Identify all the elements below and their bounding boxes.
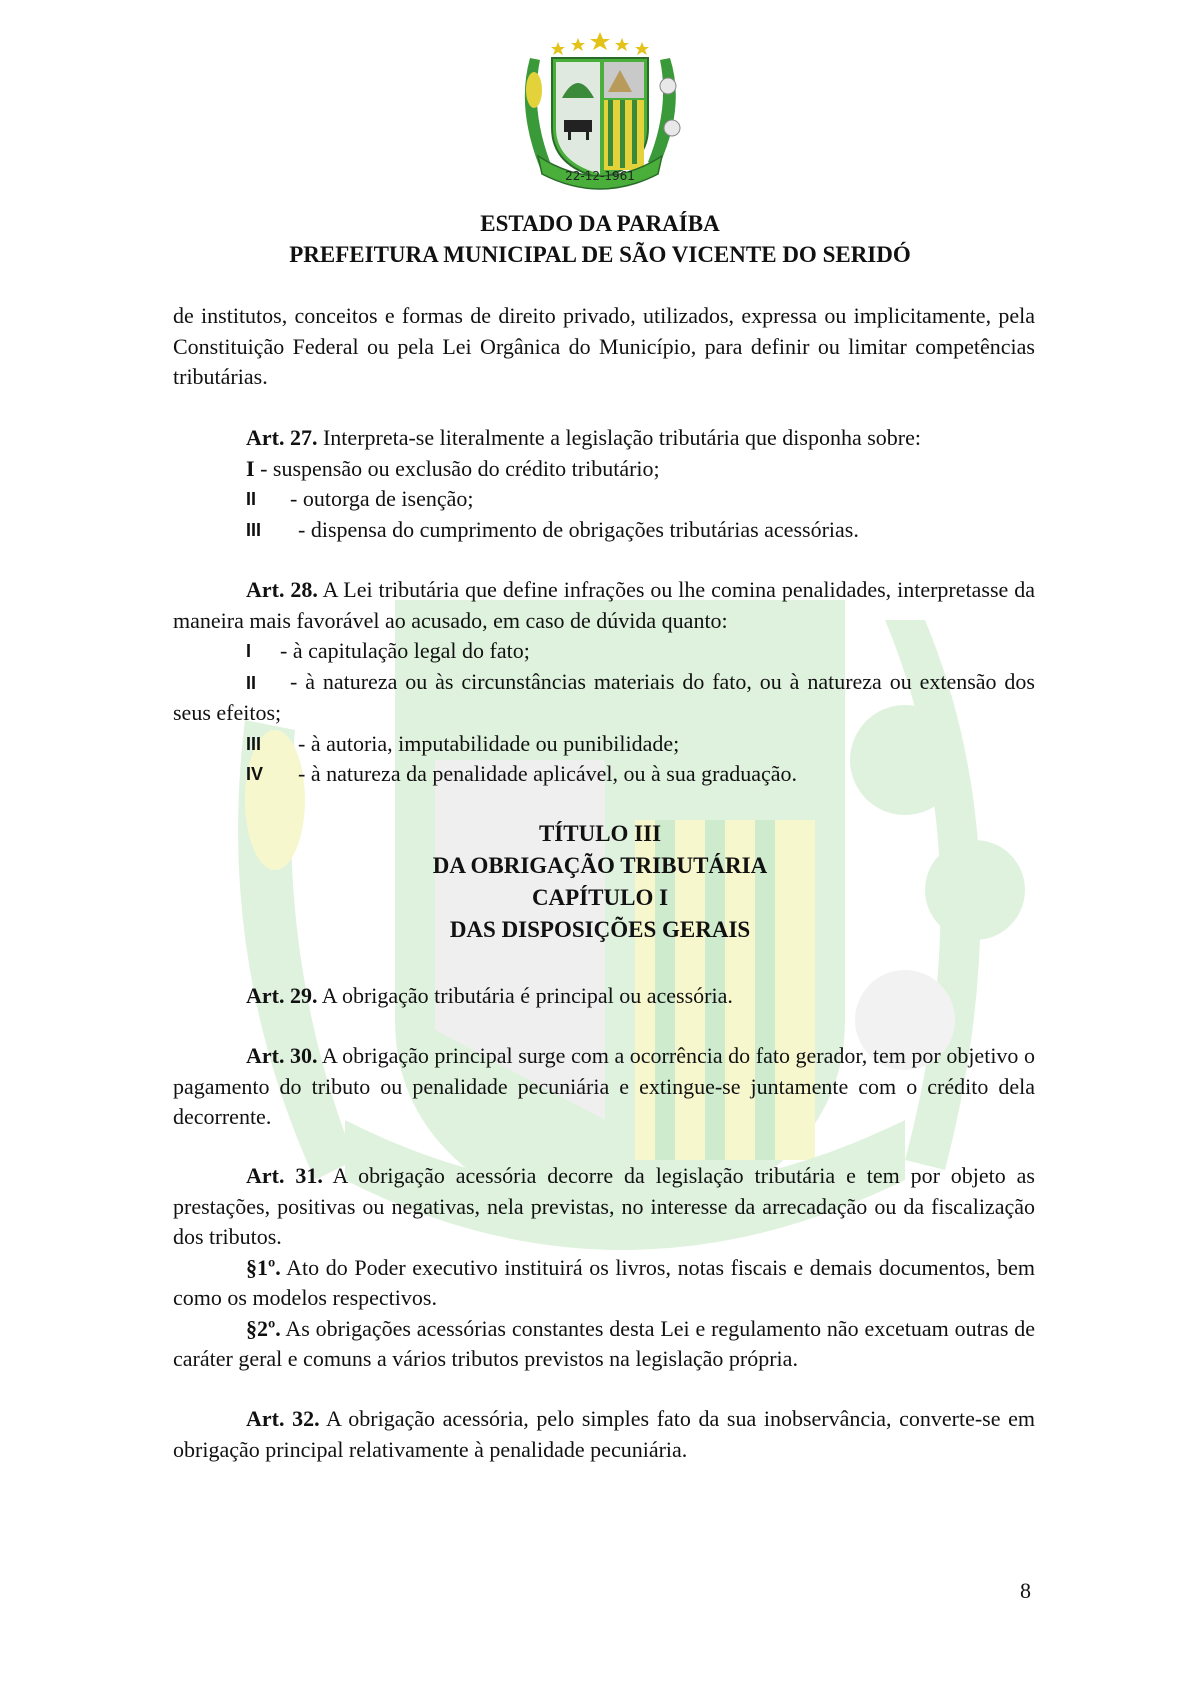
title-name: DA OBRIGAÇÃO TRIBUTÁRIA: [432, 853, 768, 878]
article-30: Art. 30. A obrigação principal surge com a ocorrência do fato gerador, tem por objetivo o pagamento do tributo ou penalidade pecuniária e extingue-se juntamente com o crédito dela decorrente.: [173, 1043, 1035, 1129]
article-27-item-num: I: [246, 455, 255, 481]
article-31-paragraph-2: §2º. As obrigações acessórias constantes desta Lei e regulamento não excetuam outras de caráter geral e comuns a vários tributos previstos na legislação própria.: [173, 1315, 1035, 1371]
article-28-item-num: II: [246, 672, 257, 693]
article-32: Art. 32. A obrigação acessória, pelo simples fato da sua inobservância, converte-se em obrigação principal relativamente à penalidade pecuniária.: [173, 1406, 1035, 1462]
article-28-ref: Art. 28.: [246, 577, 318, 602]
article-28-item-num: III: [246, 733, 262, 754]
section-heading: [0, 818, 1200, 946]
chapter-number: CAPÍTULO I: [531, 885, 669, 910]
article-27-item-num: II: [246, 489, 257, 509]
article-28-item-num: IV: [246, 764, 264, 784]
continuation-paragraph: de institutos, conceitos e formas de direito privado, utilizados, expressa ou implicitamente, pela Constituição Federal ou pela Lei Orgânica do Município, para definir ou limitar competências tributárias.: [173, 303, 1035, 389]
header-state: ESTADO DA PARAÍBA: [480, 211, 720, 236]
article-27-item-num: III: [246, 519, 262, 540]
article-31: Art. 31. A obrigação acessória decorre da legislação tributária e tem por objeto as prestações, positivas ou negativas, nela previstas, no interesse da arrecadação ou da fiscalização dos tributos. §1º. Ato do Poder executivo instituirá os livros, notas fiscais e demais documentos, bem como os modelos respectivos. §2º. As obrigações acessórias constantes desta Lei e regulamento não excetuam outras de caráter geral e comuns a vários tributos previstos na legislação própria.: [173, 1161, 1035, 1375]
article-28-item-num: I: [246, 641, 252, 661]
chapter-name: DAS DISPOSIÇÕES GERAIS: [449, 917, 751, 942]
title-number: TÍTULO III: [538, 821, 662, 846]
page-number: 8: [1020, 1578, 1031, 1603]
article-27: Art. 27. Interpreta-se literalmente a legislação tributária que disponha sobre: I - suspensão ou exclusão do crédito tributário; II - outorga de isenção; III - dispensa do cumprimento de obrigações tributárias acessórias.: [173, 423, 1035, 545]
article-29: Art. 29. A obrigação tributária é principal ou acessória.: [246, 983, 733, 1008]
article-31-paragraph-1: §1º. Ato do Poder executivo instituirá os livros, notas fiscais e demais documentos, bem como os modelos respectivos.: [173, 1254, 1035, 1310]
article-27-ref: Art. 27.: [246, 425, 318, 450]
article-28: Art. 28. A Lei tributária que define infrações ou lhe comina penalidades, interpretasse da maneira mais favorável ao acusado, em caso de dúvida quanto: I - à capitulação legal do fato; II - à natureza ou às circunstâncias materiais do fato, ou à natureza ou extensão dos seus efeitos; III - à autoria, imputabilidade ou punibilidade; IV - à natureza da penalidade aplicável, ou à sua graduação.: [173, 575, 1035, 790]
header-municipality: PREFEITURA MUNICIPAL DE SÃO VICENTE DO SERIDÓ: [289, 242, 911, 267]
crest-date: 22-12-1961: [565, 169, 635, 183]
municipal-crest-logo: [508, 28, 692, 200]
